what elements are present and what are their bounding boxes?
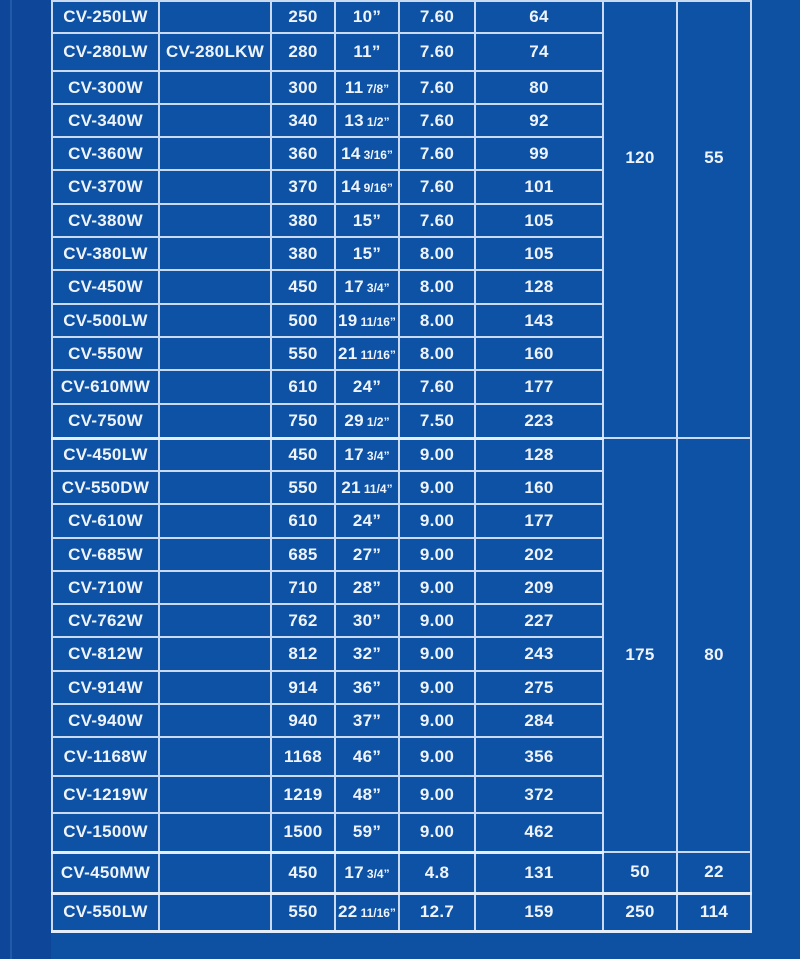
weight-cell: 64 (475, 1, 603, 33)
weight-cell: 209 (475, 571, 603, 604)
thickness-cell: 8.00 (399, 237, 475, 270)
weight-cell: 223 (475, 404, 603, 438)
model-alt-cell (159, 776, 271, 813)
model-alt-cell (159, 104, 271, 137)
thickness-cell: 9.00 (399, 776, 475, 813)
inch-whole: 17 (344, 444, 364, 464)
size-inch-cell (335, 304, 399, 337)
thickness-cell: 8.00 (399, 270, 475, 304)
size-mm-cell: 250 (271, 1, 335, 33)
thickness-cell: 7.50 (399, 404, 475, 438)
size-mm-cell: 1500 (271, 813, 335, 852)
inch-whole: 21 (338, 343, 358, 363)
size-inch-cell (335, 170, 399, 204)
inch-whole: 19 (338, 310, 358, 330)
left-background-band (0, 0, 51, 959)
size-inch-cell (335, 137, 399, 170)
size-inch-cell (335, 893, 399, 931)
group-a-cell: 175 (603, 438, 677, 852)
group-a-cell: 250 (603, 893, 677, 931)
model-alt-cell (159, 737, 271, 776)
model-alt-cell (159, 637, 271, 671)
size-mm-cell: 812 (271, 637, 335, 671)
size-mm-cell: 450 (271, 270, 335, 304)
weight-cell: 143 (475, 304, 603, 337)
model-cell: CV-250LW (52, 1, 159, 33)
inch-fraction: 11/4” (363, 481, 393, 496)
model-cell: CV-280LW (52, 33, 159, 71)
thickness-cell: 7.60 (399, 137, 475, 170)
inch-whole: 13 (344, 110, 364, 130)
model-cell: CV-380LW (52, 237, 159, 270)
weight-cell: 99 (475, 137, 603, 170)
inch-fraction: 7/8” (366, 81, 390, 96)
thickness-cell: 9.00 (399, 471, 475, 504)
spec-table-body (52, 1, 751, 931)
thickness-cell: 7.60 (399, 71, 475, 104)
inch-whole: 15” (352, 210, 382, 230)
model-alt-cell (159, 71, 271, 104)
size-mm-cell: 550 (271, 337, 335, 370)
weight-cell: 227 (475, 604, 603, 637)
size-inch-cell (335, 852, 399, 893)
model-cell: CV-762W (52, 604, 159, 637)
size-inch-cell (335, 671, 399, 704)
inch-whole: 21 (341, 477, 361, 497)
size-inch-cell (335, 504, 399, 538)
model-alt-cell (159, 852, 271, 893)
weight-cell: 243 (475, 637, 603, 671)
model-alt-cell (159, 304, 271, 337)
inch-whole: 30” (352, 610, 382, 630)
model-alt-cell (159, 204, 271, 237)
size-mm-cell: 750 (271, 404, 335, 438)
model-alt-cell (159, 370, 271, 404)
size-mm-cell: 450 (271, 852, 335, 893)
inch-fraction: 3/4” (366, 281, 390, 295)
model-cell: CV-300W (52, 71, 159, 104)
inch-fraction: 1/2” (366, 414, 390, 429)
weight-cell: 462 (475, 813, 603, 852)
size-mm-cell: 370 (271, 170, 335, 204)
model-cell: CV-1168W (52, 737, 159, 776)
weight-cell: 128 (475, 270, 603, 304)
thickness-cell: 7.60 (399, 204, 475, 237)
model-cell: CV-360W (52, 137, 159, 170)
thickness-cell: 8.00 (399, 337, 475, 370)
weight-cell: 105 (475, 204, 603, 237)
group-b-cell: 80 (677, 438, 751, 852)
size-mm-cell: 340 (271, 104, 335, 137)
model-cell: CV-685W (52, 538, 159, 571)
size-inch-cell (335, 337, 399, 370)
inch-whole: 36” (352, 677, 382, 697)
inch-fraction: 3/4” (366, 448, 390, 463)
weight-cell: 80 (475, 71, 603, 104)
thickness-cell: 9.00 (399, 604, 475, 637)
size-inch-cell (335, 538, 399, 571)
model-alt-cell (159, 571, 271, 604)
thickness-cell: 9.00 (399, 504, 475, 538)
inch-whole: 24” (352, 377, 382, 396)
model-cell: CV-550LW (52, 893, 159, 931)
thickness-cell: 9.00 (399, 438, 475, 471)
size-inch-cell (335, 571, 399, 604)
size-inch-cell (335, 404, 399, 438)
weight-cell: 159 (475, 893, 603, 931)
model-alt-cell (159, 137, 271, 170)
group-b-cell: 114 (677, 893, 751, 931)
table-row (52, 852, 751, 893)
thickness-cell: 7.60 (399, 1, 475, 33)
weight-cell: 160 (475, 337, 603, 370)
model-cell: CV-370W (52, 170, 159, 204)
model-cell: CV-812W (52, 637, 159, 671)
weight-cell: 74 (475, 33, 603, 71)
weight-cell: 202 (475, 538, 603, 571)
size-mm-cell: 380 (271, 204, 335, 237)
size-inch-cell (335, 737, 399, 776)
model-cell: CV-500LW (52, 304, 159, 337)
weight-cell: 177 (475, 370, 603, 404)
size-inch-cell (335, 370, 399, 404)
table-row (52, 1, 751, 33)
size-inch-cell (335, 604, 399, 637)
model-alt-cell (159, 471, 271, 504)
size-mm-cell: 685 (271, 538, 335, 571)
inch-whole: 11” (353, 42, 381, 61)
model-alt-cell (159, 604, 271, 637)
model-alt-cell (159, 404, 271, 438)
model-alt-cell (159, 1, 271, 33)
inch-whole: 29 (344, 410, 364, 430)
thickness-cell: 7.60 (399, 170, 475, 204)
inch-fraction: 9/16” (363, 181, 393, 195)
thickness-cell: 9.00 (399, 538, 475, 571)
inch-fraction: 11/16” (360, 906, 396, 920)
weight-cell: 128 (475, 438, 603, 471)
model-cell: CV-750W (52, 404, 159, 438)
size-inch-cell (335, 104, 399, 137)
weight-cell: 92 (475, 104, 603, 137)
inch-whole: 32” (352, 644, 382, 663)
inch-fraction: 3/4” (366, 866, 390, 881)
thickness-cell: 8.00 (399, 304, 475, 337)
weight-cell: 284 (475, 704, 603, 737)
weight-cell: 177 (475, 504, 603, 538)
spec-table (51, 0, 752, 933)
model-alt-cell (159, 504, 271, 538)
model-cell: CV-610MW (52, 370, 159, 404)
inch-fraction: 3/16” (363, 147, 393, 162)
thickness-cell: 7.60 (399, 33, 475, 71)
weight-cell: 160 (475, 471, 603, 504)
size-mm-cell: 300 (271, 71, 335, 104)
inch-whole: 48” (352, 784, 382, 804)
model-cell: CV-450W (52, 270, 159, 304)
thickness-cell: 7.60 (399, 370, 475, 404)
weight-cell: 372 (475, 776, 603, 813)
weight-cell: 105 (475, 237, 603, 270)
size-mm-cell: 710 (271, 571, 335, 604)
model-cell: CV-1500W (52, 813, 159, 852)
weight-cell: 131 (475, 852, 603, 893)
model-cell: CV-1219W (52, 776, 159, 813)
weight-cell: 275 (475, 671, 603, 704)
inch-whole: 24” (352, 511, 382, 530)
group-a-cell: 120 (603, 1, 677, 438)
model-alt-cell: CV-280LKW (159, 33, 271, 71)
size-inch-cell (335, 637, 399, 671)
thickness-cell: 7.60 (399, 104, 475, 137)
inch-whole: 17 (344, 277, 364, 296)
inch-whole: 27” (352, 544, 382, 564)
weight-cell: 356 (475, 737, 603, 776)
inch-fraction: 11/16” (360, 314, 396, 329)
model-alt-cell (159, 671, 271, 704)
inch-fraction: 11/16” (360, 347, 396, 362)
size-mm-cell: 360 (271, 137, 335, 170)
size-mm-cell: 280 (271, 33, 335, 71)
model-alt-cell (159, 237, 271, 270)
thickness-cell: 9.00 (399, 737, 475, 776)
model-alt-cell (159, 538, 271, 571)
inch-fraction: 1/2” (366, 114, 390, 129)
size-mm-cell: 450 (271, 438, 335, 471)
table-row (52, 438, 751, 471)
size-inch-cell (335, 471, 399, 504)
thickness-cell: 9.00 (399, 704, 475, 737)
size-inch-cell (335, 71, 399, 104)
size-mm-cell: 762 (271, 604, 335, 637)
inch-whole: 10” (352, 7, 382, 26)
inch-whole: 22 (338, 902, 358, 921)
size-mm-cell: 1219 (271, 776, 335, 813)
model-cell: CV-340W (52, 104, 159, 137)
table-row (52, 893, 751, 931)
size-mm-cell: 550 (271, 893, 335, 931)
model-alt-cell (159, 170, 271, 204)
model-cell: CV-940W (52, 704, 159, 737)
size-inch-cell (335, 704, 399, 737)
group-a-cell: 50 (603, 852, 677, 893)
model-alt-cell (159, 337, 271, 370)
model-alt-cell (159, 270, 271, 304)
model-cell: CV-380W (52, 204, 159, 237)
thickness-cell: 9.00 (399, 671, 475, 704)
model-cell: CV-710W (52, 571, 159, 604)
size-mm-cell: 940 (271, 704, 335, 737)
inch-whole: 37” (352, 710, 382, 730)
size-mm-cell: 914 (271, 671, 335, 704)
size-inch-cell (335, 438, 399, 471)
thickness-cell: 12.7 (399, 893, 475, 931)
size-inch-cell (335, 776, 399, 813)
size-mm-cell: 550 (271, 471, 335, 504)
model-cell: CV-914W (52, 671, 159, 704)
group-b-cell: 22 (677, 852, 751, 893)
size-inch-cell (335, 33, 399, 71)
size-inch-cell (335, 204, 399, 237)
group-b-cell: 55 (677, 1, 751, 438)
size-inch-cell (335, 237, 399, 270)
inch-whole: 28” (352, 577, 382, 597)
size-inch-cell (335, 270, 399, 304)
model-cell: CV-450LW (52, 438, 159, 471)
inch-whole: 14 (341, 177, 361, 196)
size-mm-cell: 380 (271, 237, 335, 270)
model-alt-cell (159, 704, 271, 737)
thickness-cell: 9.00 (399, 571, 475, 604)
model-cell: CV-610W (52, 504, 159, 538)
thickness-cell: 4.8 (399, 852, 475, 893)
thickness-cell: 9.00 (399, 637, 475, 671)
model-alt-cell (159, 438, 271, 471)
inch-whole: 11 (344, 77, 364, 97)
model-alt-cell (159, 893, 271, 931)
inch-whole: 15” (352, 243, 382, 263)
model-cell: CV-450MW (52, 852, 159, 893)
inch-whole: 59” (352, 822, 382, 842)
size-mm-cell: 500 (271, 304, 335, 337)
model-alt-cell (159, 813, 271, 852)
size-inch-cell (335, 1, 399, 33)
size-mm-cell: 610 (271, 370, 335, 404)
size-mm-cell: 610 (271, 504, 335, 538)
model-cell: CV-550DW (52, 471, 159, 504)
thickness-cell: 9.00 (399, 813, 475, 852)
inch-whole: 17 (344, 862, 364, 882)
size-inch-cell (335, 813, 399, 852)
inch-whole: 46” (352, 746, 382, 766)
weight-cell: 101 (475, 170, 603, 204)
inch-whole: 14 (341, 143, 361, 163)
size-mm-cell: 1168 (271, 737, 335, 776)
model-cell: CV-550W (52, 337, 159, 370)
